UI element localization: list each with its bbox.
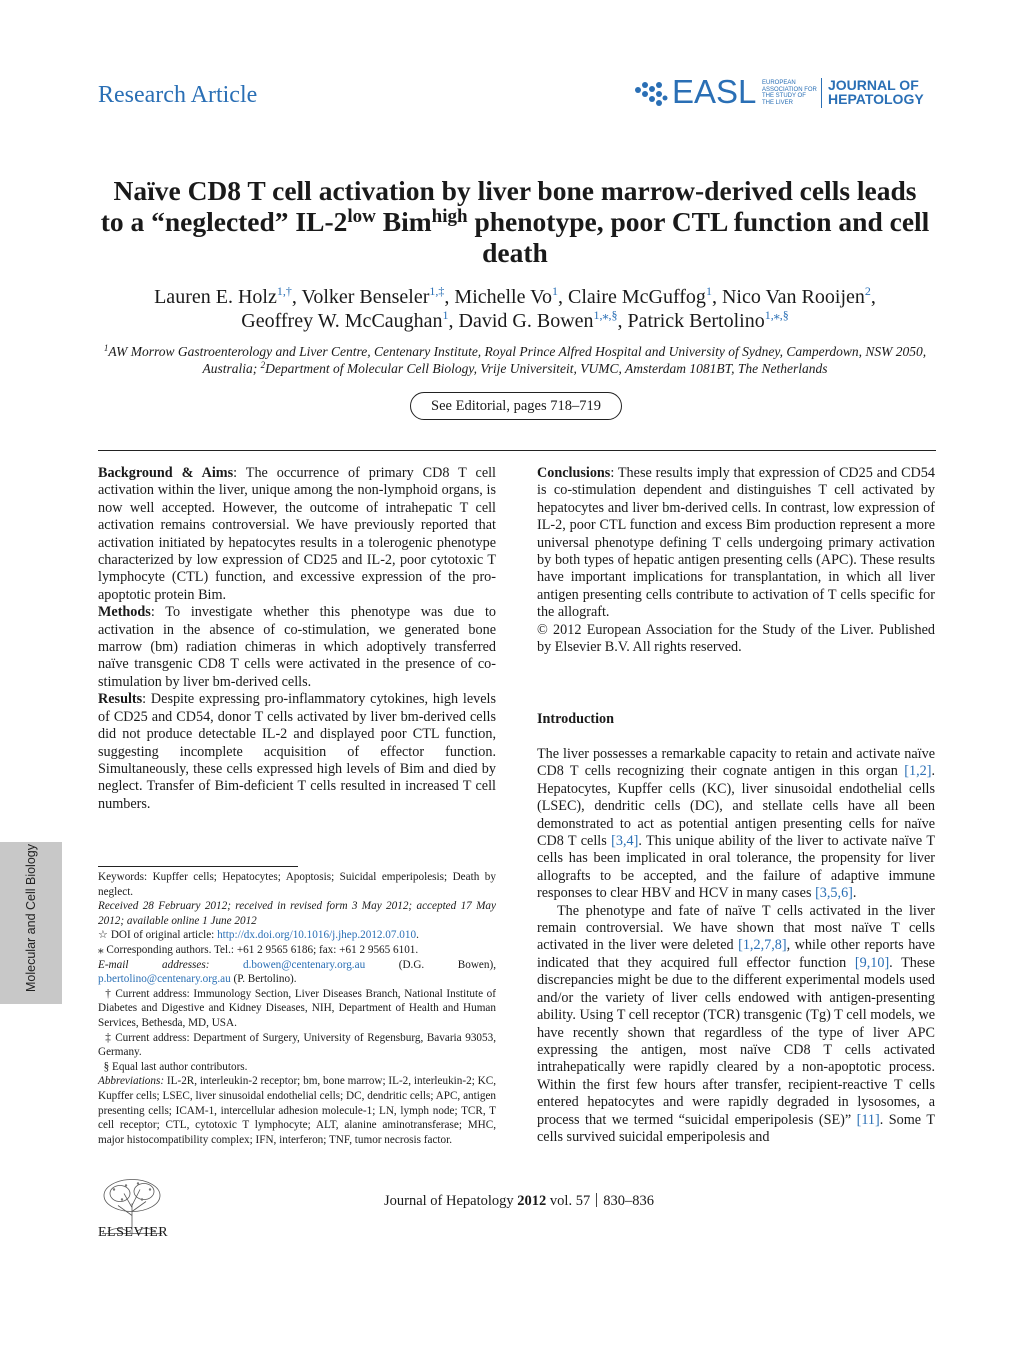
abstract-results — [98, 691, 496, 813]
intro-text: . These discrepancies might be due to the different experimental models used and/or the variety of liver cells endowed with antigen-presenting ability. Using T cell receptor (TCR) transgenic (Tg) T cell models, we have recently shown that regardless of the type of liver APC expressing the antigen, most naïve CD8 T cells activated intrahepatically were rapidly cleared by a non-apoptotic process. Within the first few hours after transfer, recipient-reactive T cells entered hepatocytes and were rapidly degraded in lysosomes, a process that we termed “suicidal emperipolesis (SE)” — [537, 954, 935, 1128]
doi-label: DOI of original article: — [110, 929, 218, 942]
results-text: : Despite expressing pro-inflammatory cytokines, high levels of CD25 and CD54, donor T cells activated by liver bm-derived cells did not produce detectable IL-2 and displayed poor CTL function, suggesting incomplete acquisition of effector function. Simultaneously, these cells expressed high levels of Bim and died by neglect. Transfer of Bim-deficient T cells resulted in increased T cell numbers. — [98, 691, 496, 812]
header-rule — [98, 450, 936, 451]
title-sup-high: high — [431, 206, 468, 227]
received-dates — [98, 899, 496, 928]
ddagger-text: Current address: Department of Surgery, University of Regensburg, Bavaria 93053, Germany. — [98, 1031, 496, 1059]
intro-paragraph-1 — [537, 746, 935, 903]
corresponding-note: ⁎ Corresponding authors. Tel.: +61 2 9565 6186; fax: +61 2 9565 6101. — [98, 943, 419, 956]
doi-end: . — [416, 929, 419, 942]
ddagger-note: ‡ Current address: Department of Surgery, University of Regensburg, Bavaria 93053, Germany. — [98, 1031, 496, 1059]
copyright: © 2012 European Association for the Study of the Liver. Published by Elsevier B.V. All rights reserved. — [537, 621, 935, 656]
section-tab — [0, 842, 62, 1004]
affil-mark-1: 1 — [103, 343, 109, 353]
author-marks[interactable]: 1 — [705, 284, 712, 298]
easl-dots-icon — [634, 80, 668, 108]
author: Geoffrey W. McCaughan — [241, 310, 443, 332]
author-marks[interactable]: 1 — [552, 284, 558, 298]
citation-link[interactable]: [1,2] — [904, 763, 932, 780]
intro-text: . Some T cells survived suicidal emperipolesis and — [537, 1111, 935, 1145]
doi-link[interactable]: http://dx.doi.org/10.1016/j.jhep.2012.07.010 — [217, 929, 417, 942]
email-who: (P. Bertolino). — [230, 973, 297, 986]
email-note — [98, 958, 496, 987]
author-sep: , — [558, 286, 568, 308]
footnotes — [98, 870, 496, 1147]
intro-text: The liver possesses a remarkable capacity to retain and activate naïve CD8 T cells recognizing their cognate antigen in this organ — [537, 746, 935, 780]
intro-text: . — [852, 885, 857, 902]
citation-link[interactable]: [3,4] — [611, 833, 639, 850]
author-marks[interactable]: 1,⁎,§ — [764, 308, 789, 322]
author-sep: , — [617, 310, 628, 332]
author-marks[interactable]: 1 — [442, 308, 449, 322]
abbreviations — [98, 1074, 496, 1147]
footer-divider — [596, 1193, 597, 1207]
email-link-bertolino[interactable]: p.bertolino@centenary.org.au — [98, 973, 231, 986]
author-sep: , — [870, 286, 876, 308]
journal-logo[interactable] — [634, 73, 939, 112]
dagger-note: † Current address: Immunology Section, Liver Diseases Branch, National Institute of Diabetes and Digestive and Kidney Diseases, NIH, Department of Health and Human Services, Bethesda, MD, USA. — [98, 987, 496, 1029]
corresponding-text: Corresponding authors. Tel.: +61 2 9565 6186; fax: +61 2 9565 6101. — [106, 943, 419, 956]
footer-pages: 830–836 — [603, 1193, 654, 1209]
footer-journal: Journal of Hepatology — [384, 1193, 518, 1209]
intro-text: . Hepatocytes, Kupffer cells (KC), liver sinusoidal endothelial cells (LSEC), dendritic cells (DC), and stellate cells have all been demonstrated to act as potential antigen presenting cells for naïve CD8 T cells — [537, 763, 935, 850]
introduction-heading: Introduction — [537, 711, 614, 727]
author: Volker Benseler — [301, 286, 430, 308]
journal-line-1: JOURNAL OF — [828, 77, 919, 93]
section-label: Research Article — [98, 82, 258, 108]
intro-text: . This unique ability of the liver to activate naïve T cells has been implicated in oral tolerance, the propensity for liver allografts to be accepted, and the failure of adaptive immune responses to clear HBV and HCV in many cases — [537, 833, 935, 902]
abstract-right — [537, 465, 935, 656]
section-note: § Equal last author contributors. — [98, 1060, 248, 1073]
editorial-link[interactable]: See Editorial, pages 718–719 — [410, 392, 622, 420]
author-sep: , — [291, 286, 302, 308]
easl-wordmark: EASL — [672, 73, 757, 110]
title-part-3: phenotype, poor CTL function and cell death — [467, 206, 930, 268]
author-marks[interactable]: 2 — [864, 284, 871, 298]
affiliation-1: AW Morrow Gastroenterology and Liver Centre, Centenary Institute, Royal Prince Alfred Hospital and University of Sydney, Camperdown, NSW 2050, Australia; — [108, 344, 927, 376]
easl-subtitle: EUROPEAN ASSOCIATION FOR THE STUDY OF THE LIVER — [762, 80, 817, 106]
introduction-body — [537, 746, 935, 1146]
journal-name — [828, 78, 924, 106]
author-sep: , — [444, 286, 455, 308]
title-part-1: Naïve CD8 T cell activation by liver bone marrow-derived cells leads to a “neglected” IL-2 — [100, 175, 917, 237]
conclusions-label: Conclusions — [537, 465, 611, 481]
abstract-left — [98, 465, 496, 813]
abstract-background — [98, 465, 496, 604]
author-list — [100, 285, 930, 333]
author: Patrick Bertolino — [627, 310, 765, 332]
intro-text: The phenotype and fate of naïve T cells activated in the liver remain controversial. We have shown that most naïve T cells activated in the liver were deleted — [537, 902, 935, 954]
logo-divider — [821, 78, 822, 108]
author: Claire McGuffog — [568, 286, 706, 308]
results-label: Results — [98, 691, 143, 708]
doi-note: ☆ DOI of original article: http://dx.doi.org/10.1016/j.jhep.2012.07.010. — [98, 929, 419, 942]
author-sep: , — [711, 286, 722, 308]
intro-text: , while other reports have indicated that they acquired full effector function — [537, 937, 935, 971]
affil-mark-2: 2 — [260, 360, 266, 370]
dagger-text: Current address: Immunology Section, Liver Diseases Branch, National Institute of Diabetes and Digestive and Kidney Diseases, NIH, Department of Health and Human Services, Bethesda, MD, USA. — [98, 987, 496, 1029]
journal-line-2: HEPATOLOGY — [828, 91, 924, 107]
intro-paragraph-2 — [537, 903, 935, 1147]
author: David G. Bowen — [458, 310, 594, 332]
author-marks[interactable]: 1,‡ — [429, 284, 445, 298]
email-link-bowen[interactable]: d.bowen@centenary.org.au — [243, 958, 366, 971]
journal-footer — [384, 1193, 654, 1210]
author: Nico Van Rooijen — [721, 286, 865, 308]
section-tab-label: Molecular and Cell Biology — [24, 844, 38, 992]
email-label: E-mail addresses: — [98, 958, 244, 971]
received-text: Received 28 February 2012; received in revised form 3 May 2012; accepted 17 May 2012; available online 1 June 2012 — [98, 900, 496, 927]
background-text: : The occurrence of primary CD8 T cell activation within the liver, unique among the non-lymphoid organs, is now well accepted. However, the outcome of intrahepatic T cell activation remains controversial. We have previously reported that activation initiated by hepatocytes results in a tolerogenic phenotype characterized by low expression of CD25 and IL-2, poor cytotoxic T lymphocyte (CTL) function, and excessive expression of the pro-apoptotic protein Bim. — [98, 465, 496, 603]
author: Michelle Vo — [454, 286, 552, 308]
footnote-rule — [98, 866, 298, 867]
affiliation-2: Department of Molecular Cell Biology, Vrije Universiteit, VUMC, Amsterdam 1081BT, The Netherlands — [265, 361, 828, 376]
keywords: Keywords: Kupffer cells; Hepatocytes; Apoptosis; Suicidal emperipolesis; Death by neglect. — [98, 871, 496, 898]
abbrev-label: Abbreviations: — [98, 1075, 165, 1088]
title-part-2: Bim — [375, 206, 432, 237]
affiliations — [100, 343, 930, 377]
conclusions-text: : These results imply that expression of CD25 and CD54 is co-stimulation dependent and distinguishes T cell activated by hepatocytes and liver bm-derived cells. In contrast, low expression of IL-2, poor CTL function and excess Bim production represent a more universal phenotype defining T cells undergoing primary activation by both types of hepatic antigen presenting cells (APC). These results have important implications for transplantation, in which all liver antigen presenting cells contribute to activation of T cells specific for the allograft. — [537, 465, 935, 621]
methods-label: Methods — [98, 604, 151, 621]
abbrev-text: IL-2R, interleukin-2 receptor; bm, bone marrow; IL-2, interleukin-2; KC, Kupffer cells; LSEC, liver sinusoidal endothelial cells; DC, dendritic cells; APC, antigen presenting cells; ICAM-1, intercellular adhesion molecule-1; LN, lymph node; TCR, T cell receptor; CTL, cytotoxic T lymphocyte; ALT, alanine aminotransferase; MHC, major histocompatibility complex; IFN, interferon; TNF, tumor necrosis factor. — [98, 1075, 496, 1146]
citation-link[interactable]: [1,2,7,8] — [738, 937, 787, 954]
citation-link[interactable]: [11] — [856, 1111, 880, 1128]
author-marks[interactable]: 1,⁎,§ — [593, 308, 618, 322]
elsevier-wordmark: ELSEVIER — [98, 1225, 169, 1240]
title-sup-low: low — [347, 206, 376, 227]
citation-link[interactable]: [3,5,6] — [815, 885, 853, 902]
author: Lauren E. Holz — [154, 286, 277, 308]
article-title — [100, 175, 930, 268]
author-marks[interactable]: 1,† — [276, 284, 292, 298]
author-sep: , — [448, 310, 459, 332]
citation-link[interactable]: [9,10] — [854, 954, 890, 971]
footer-year: 2012 — [517, 1193, 547, 1209]
email-who: (D.G. Bowen), — [365, 958, 496, 971]
abstract-methods — [98, 604, 496, 691]
background-label: Background & Aims — [98, 465, 234, 481]
footer-volume: vol. 57 — [546, 1193, 591, 1209]
abstract-conclusions — [537, 465, 935, 622]
methods-text: : To investigate whether this phenotype was due to activation in the absence of co-stimulation, we generated bone marrow (bm) radiation chimeras in which adoptively transferred naïve transgenic CD8 T cells were activated in the presence of co-stimulation by liver bm-derived cells. — [98, 604, 496, 690]
section-text: Equal last author contributors. — [111, 1060, 248, 1073]
